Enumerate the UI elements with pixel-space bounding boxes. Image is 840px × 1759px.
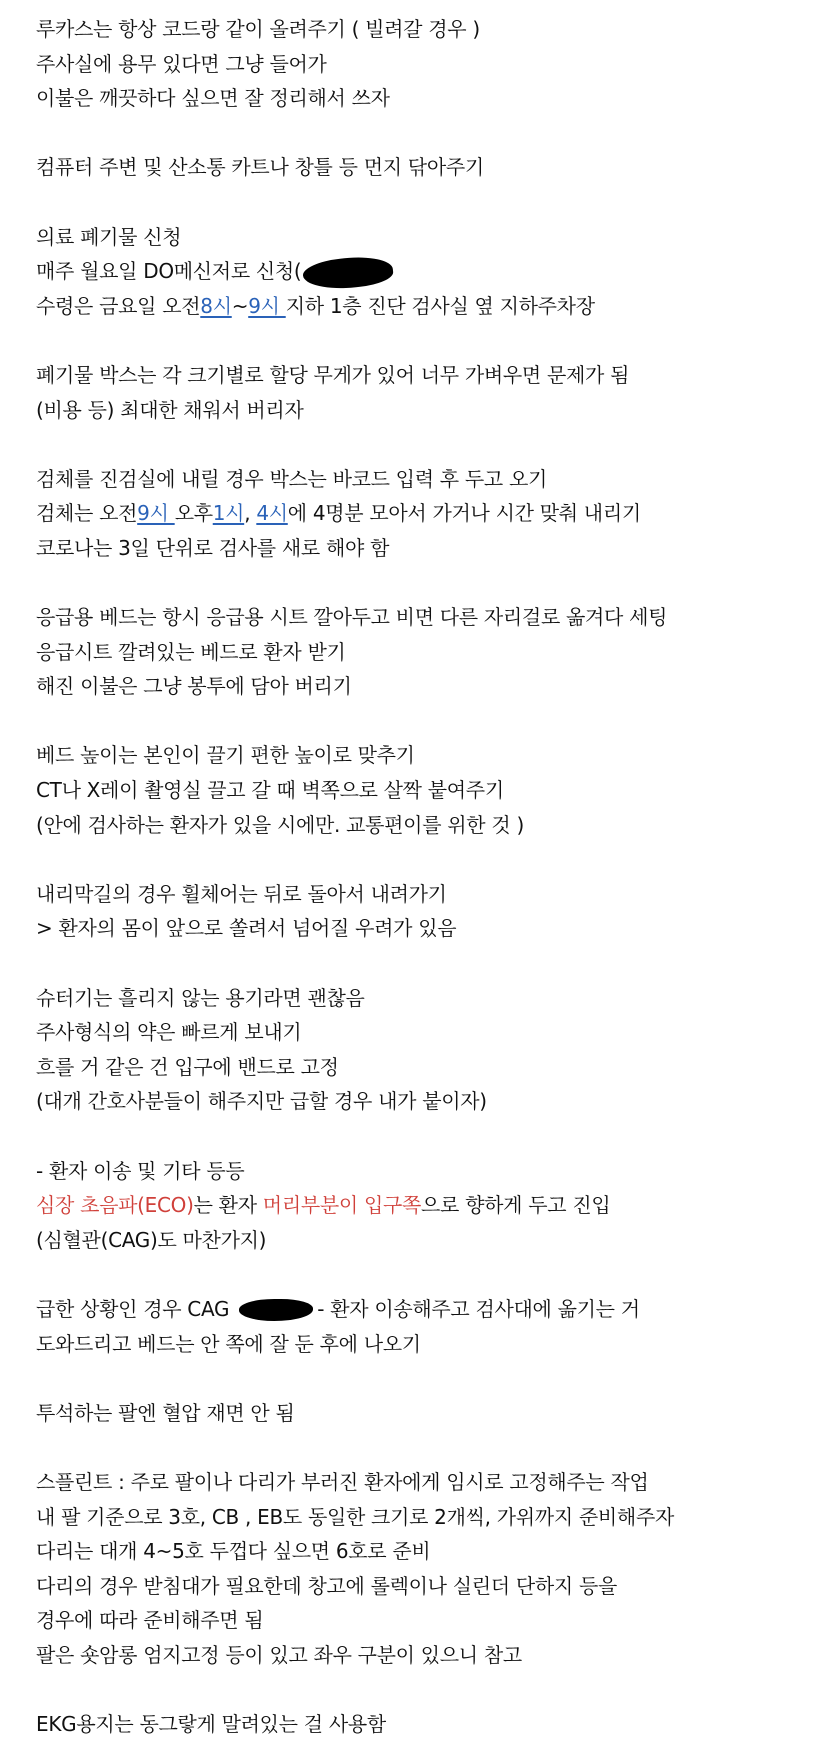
- note-text: 주사형식의 약은 빠르게 보내기: [36, 1020, 302, 1045]
- note-line: [36, 808, 836, 843]
- note-line: [36, 600, 836, 635]
- time-highlight: 1시: [212, 501, 245, 526]
- note-line: [36, 12, 836, 47]
- note-text: > 환자의 몸이 앞으로 쏠려서 넘어질 우려가 있음: [36, 916, 457, 941]
- note-line: [36, 254, 836, 289]
- note-text: - 환자 이송 및 기타 등등: [36, 1158, 245, 1183]
- note-line: [36, 669, 836, 704]
- note-text: CT나 X레이 촬영실 끌고 갈 때 벽쪽으로 살짝 붙여주기: [36, 778, 504, 803]
- blank-line: [36, 1119, 836, 1154]
- blank-line: [36, 1673, 836, 1708]
- note-text: 지하 1층 진단 검사실 옆 지하주차장: [285, 293, 595, 318]
- note-line: [36, 738, 836, 773]
- note-line: [36, 1223, 836, 1258]
- note-line: [36, 220, 836, 255]
- note-line: [36, 358, 836, 393]
- note-text: 흐를 거 같은 건 입구에 밴드로 고정: [36, 1054, 339, 1079]
- note-line: [36, 773, 836, 808]
- note-text: 투석하는 팔엔 혈압 재면 안 됨: [36, 1400, 295, 1425]
- note-line: [36, 1396, 836, 1431]
- note-text: - 환자 이송해주고 검사대에 옮기는 거: [317, 1296, 640, 1321]
- note-line: [36, 981, 836, 1016]
- note-line: [36, 462, 836, 497]
- note-line: [36, 1534, 836, 1569]
- note-line: [36, 1500, 836, 1535]
- note-line: [36, 81, 836, 116]
- note-line: [36, 47, 836, 82]
- note-text: 도와드리고 베드는 안 쪽에 잘 둔 후에 나오기: [36, 1331, 421, 1356]
- time-highlight: 9시: [137, 501, 175, 526]
- handwritten-note: [36, 12, 836, 1742]
- blank-line: [36, 704, 836, 739]
- note-text: ,: [244, 501, 257, 526]
- note-text: 의료 폐기물 신청: [36, 224, 182, 249]
- note-line: [36, 393, 836, 428]
- blank-line: [36, 116, 836, 151]
- note-text: ~: [231, 293, 249, 318]
- note-text: 루카스는 항상 코드랑 같이 올려주기 ( 빌려갈 경우 ): [36, 17, 480, 41]
- note-text: 슈터기는 흘리지 않는 용기라면 괜찮음: [36, 985, 365, 1010]
- note-line: [36, 531, 836, 566]
- red-emphasis: 심장 초음파(ECO): [36, 1193, 194, 1218]
- blank-line: [36, 1361, 836, 1396]
- redaction-mark: [239, 1299, 313, 1321]
- note-text: 경우에 따라 준비해주면 됨: [36, 1608, 264, 1633]
- note-line: [36, 1707, 836, 1742]
- note-line: [36, 1154, 836, 1189]
- note-text: EKG용지는 동그랗게 말려있는 걸 사용함: [36, 1712, 386, 1737]
- blank-line: [36, 946, 836, 981]
- note-text: (안에 검사하는 환자가 있을 시에만. 교통편이를 위한 것 ): [36, 812, 524, 837]
- note-text: 으로 향하게 두고 진입: [421, 1193, 611, 1218]
- blank-line: [36, 185, 836, 220]
- note-line: [36, 1327, 836, 1362]
- blank-line: [36, 427, 836, 462]
- note-text: 매주 월요일 DO메신저로 신청(: [36, 259, 302, 284]
- redaction-mark: [302, 253, 395, 292]
- note-line: [36, 1569, 836, 1604]
- note-text: 수령은 금요일 오전: [36, 293, 201, 318]
- note-text: 내 팔 기준으로 3호, CB , EB도 동일한 크기로 2개씩, 가위까지 준비해주자: [36, 1504, 674, 1529]
- time-highlight: 8시: [200, 293, 232, 318]
- note-text: 급한 상황인 경우 CAG: [36, 1296, 236, 1321]
- note-line: [36, 1292, 836, 1327]
- note-line: [36, 1188, 836, 1223]
- time-highlight: 9시: [248, 293, 286, 318]
- note-text: 내리막길의 경우 휠체어는 뒤로 돌아서 내려가기: [36, 881, 447, 906]
- note-text: (대개 간호사분들이 해주지만 급할 경우 내가 붙이자): [36, 1089, 487, 1114]
- note-text: 다리는 대개 4~5호 두껍다 싶으면 6호로 준비: [36, 1539, 431, 1564]
- blank-line: [36, 1257, 836, 1292]
- note-line: [36, 911, 836, 946]
- note-text: 응급시트 깔려있는 베드로 환자 받기: [36, 639, 346, 664]
- note-text: 팔은 숏암롱 엄지고정 등이 있고 좌우 구분이 있으니 참고: [36, 1642, 522, 1667]
- note-text: 코로나는 3일 단위로 검사를 새로 해야 함: [36, 535, 390, 560]
- note-line: [36, 1603, 836, 1638]
- note-text: 해진 이불은 그냥 봉투에 담아 버리기: [36, 674, 352, 699]
- note-text: 이불은 깨끗하다 싶으면 잘 정리해서 쓰자: [36, 86, 390, 111]
- note-text: 검체는 오전: [36, 501, 138, 526]
- blank-line: [36, 323, 836, 358]
- note-line: [36, 877, 836, 912]
- note-text: (비용 등) 최대한 채워서 버리자: [36, 397, 304, 422]
- time-highlight: 4시: [256, 501, 288, 526]
- note-text: 스플린트 : 주로 팔이나 다리가 부러진 환자에게 임시로 고정해주는 작업: [36, 1469, 649, 1494]
- note-line: [36, 1050, 836, 1085]
- note-text: 오후: [174, 501, 213, 526]
- note-line: [36, 1638, 836, 1673]
- red-emphasis: 머리부분이 입구쪽: [262, 1193, 422, 1218]
- blank-line: [36, 1430, 836, 1465]
- blank-line: [36, 842, 836, 877]
- note-line: [36, 635, 836, 670]
- note-text: 에 4명분 모아서 가거나 시간 맞춰 내리기: [287, 501, 641, 526]
- note-line: [36, 1015, 836, 1050]
- note-line: [36, 150, 836, 185]
- note-text: 검체를 진검실에 내릴 경우 박스는 바코드 입력 후 두고 오기: [36, 466, 547, 491]
- note-text: 컴퓨터 주변 및 산소통 카트나 창틀 등 먼지 닦아주기: [36, 155, 484, 180]
- blank-line: [36, 566, 836, 601]
- note-line: [36, 289, 836, 324]
- note-text: 주사실에 용무 있다면 그냥 들어가: [36, 51, 327, 76]
- note-text: 응급용 베드는 항시 응급용 시트 깔아두고 비면 다른 자리걸로 옮겨다 세팅: [36, 605, 668, 630]
- note-text: 는 환자: [193, 1193, 263, 1218]
- note-line: [36, 1465, 836, 1500]
- note-text: 다리의 경우 받침대가 필요한데 창고에 롤렉이나 실린더 단하지 등을: [36, 1573, 618, 1598]
- note-text: 베드 높이는 본인이 끌기 편한 높이로 맞추기: [36, 743, 415, 768]
- note-line: [36, 496, 836, 531]
- note-line: [36, 1084, 836, 1119]
- note-text: 폐기물 박스는 각 크기별로 할당 무게가 있어 너무 가벼우면 문제가 됨: [36, 362, 630, 387]
- note-text: (심혈관(CAG)도 마찬가지): [36, 1227, 267, 1252]
